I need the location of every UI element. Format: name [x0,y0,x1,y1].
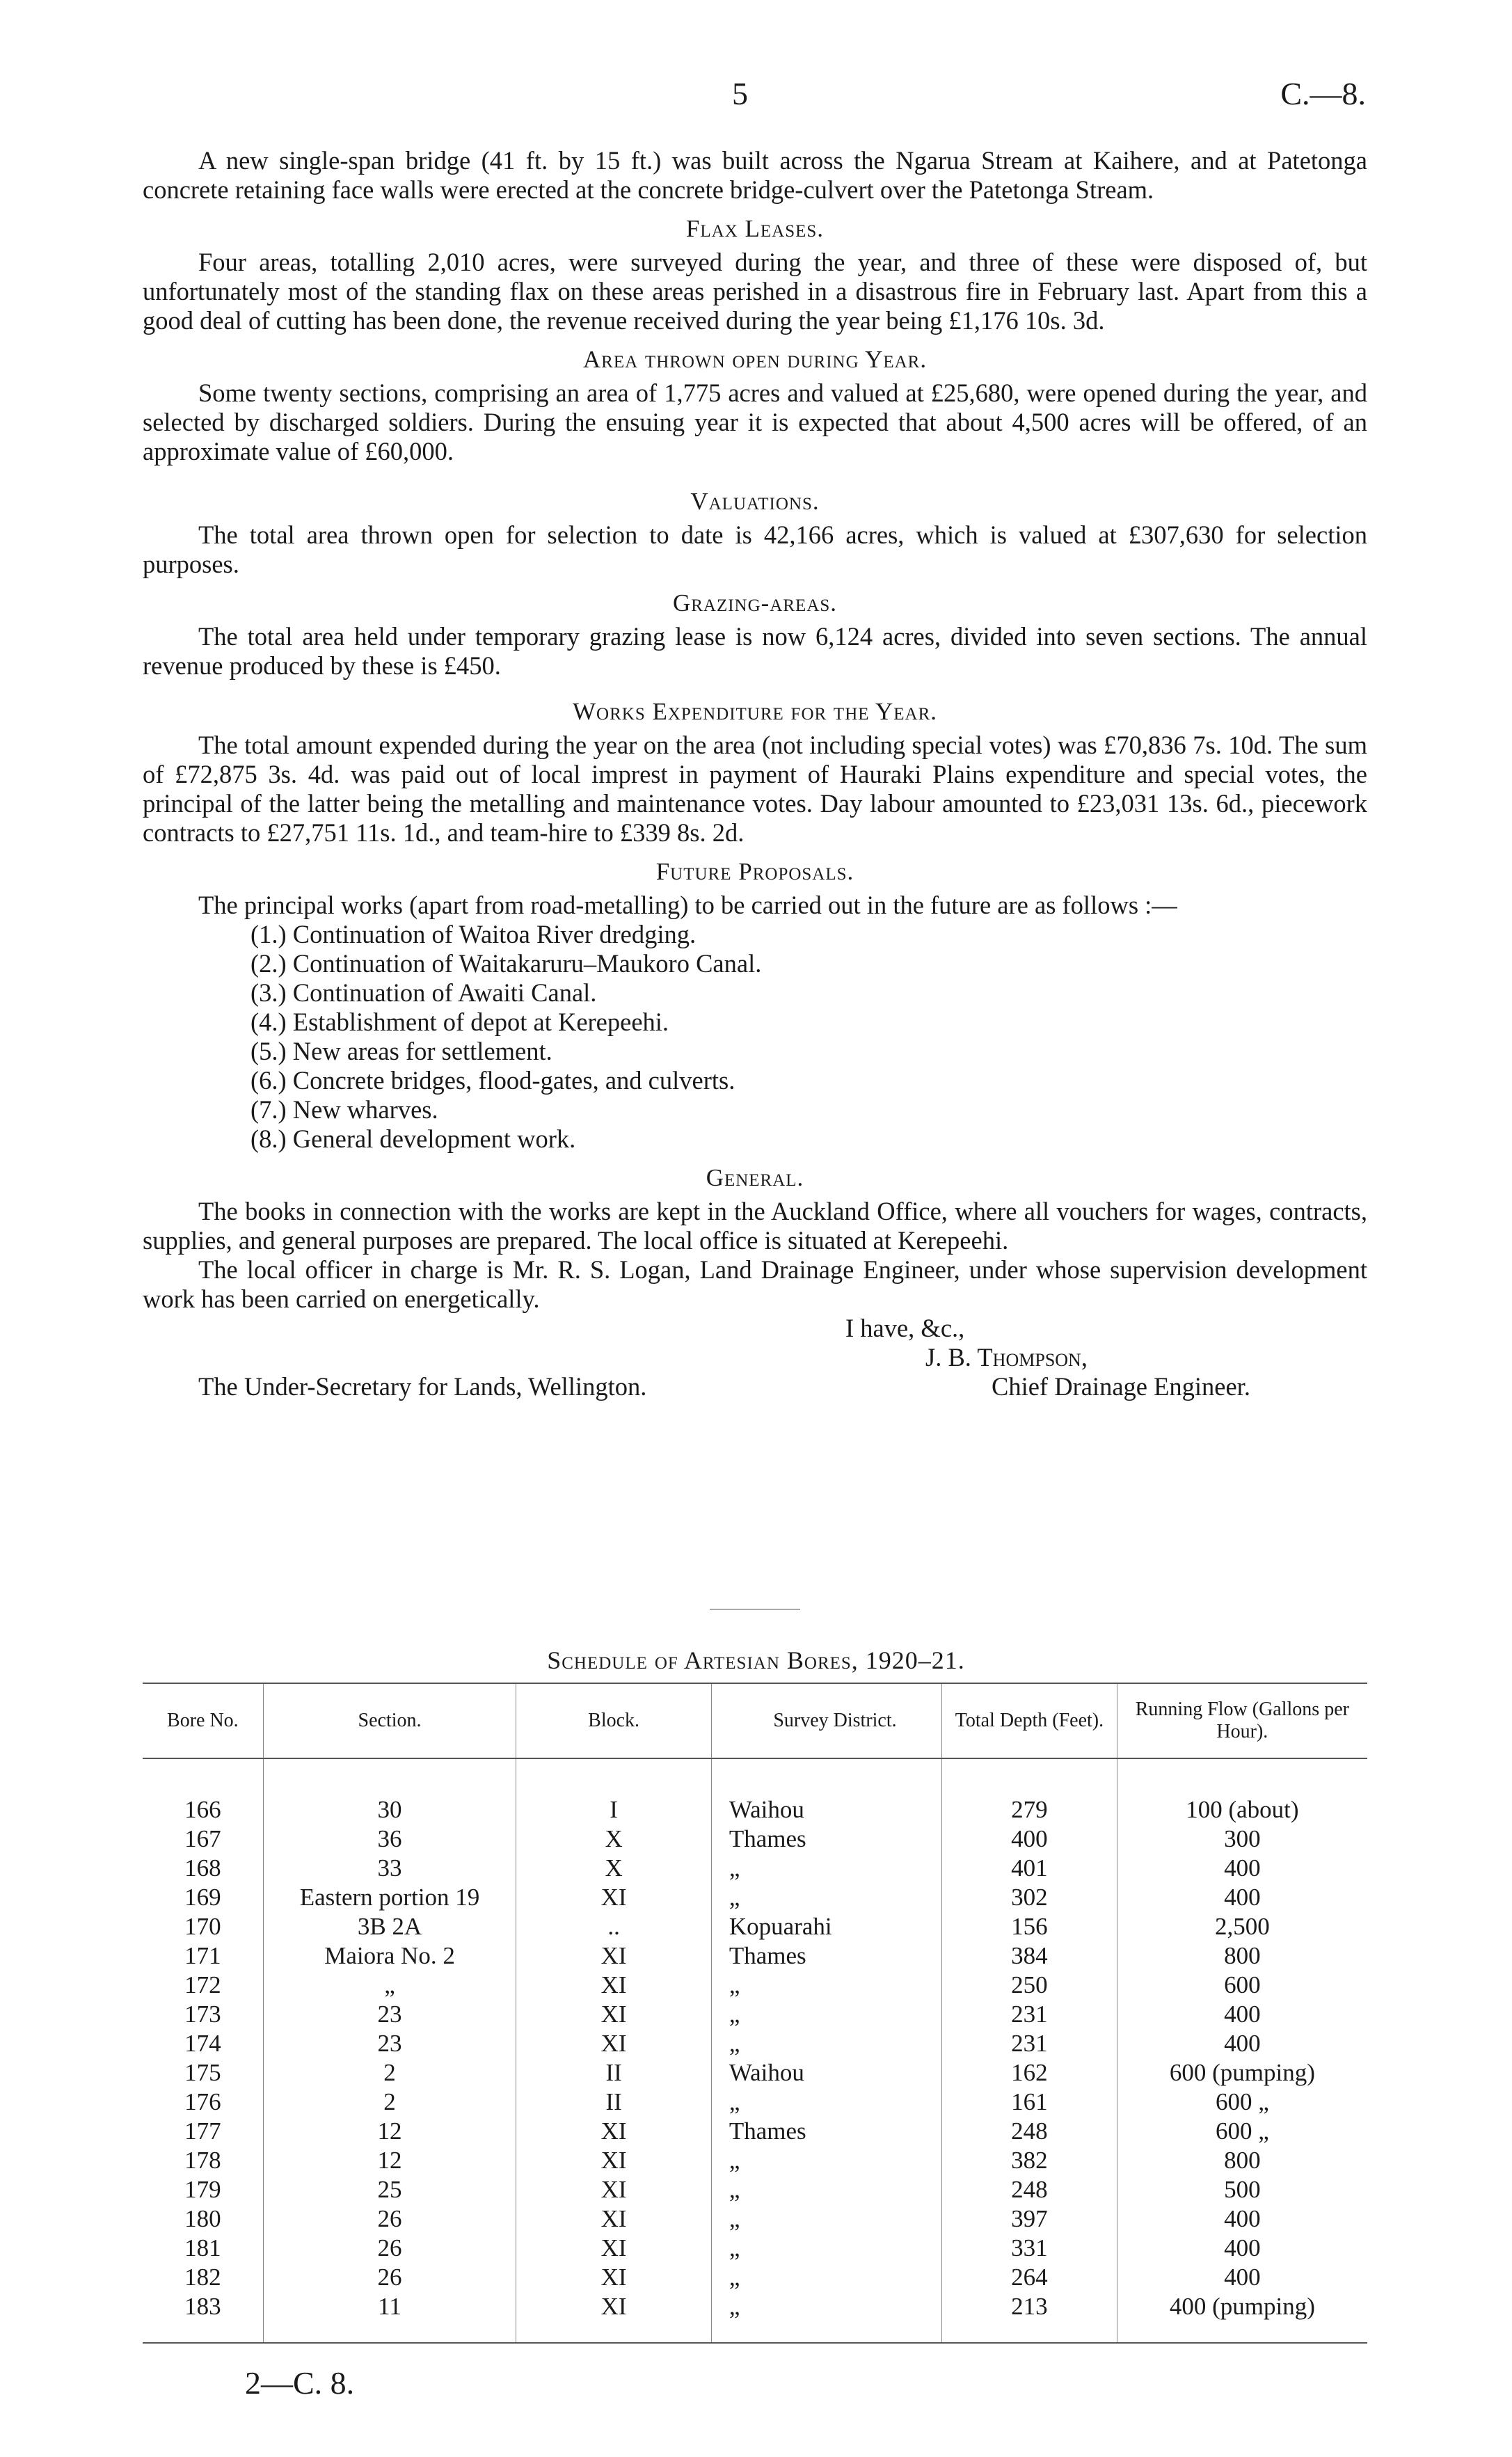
table-row [143,1795,1367,1824]
table-cell: I [516,1795,712,1824]
table-cell: „ [711,1971,941,2000]
future-proposals-list [143,920,1367,1154]
list-item: (4.) Establishment of depot at Kerepeehi. [250,1008,669,1036]
table-row [143,1883,1367,1912]
list-item: (2.) Continuation of Waitakaruru–Maukoro Canal. [250,949,762,978]
table-cell: XI [516,2117,712,2146]
table-cell: 176 [184,2088,221,2115]
table-cell: Waihou [711,2058,941,2088]
table-cell: 800 [1117,2146,1367,2175]
column-header: Survey District. [711,1683,941,1758]
bridge-paragraph: A new single-span bridge (41 ft. by 15 ft.) was built across the Ngarua Stream at Kaihere, and at Patetonga concrete retaining face walls were erected at the concrete bridge-culvert over the Patetonga Stream. [143,146,1367,204]
table-cell: 400 [942,1824,1117,1854]
table-cell: 161 [942,2088,1117,2117]
salutation: I have, &c., [845,1314,965,1342]
table-cell: 168 [184,1854,221,1882]
valuations-paragraph: The total area thrown open for selection to date is 42,166 acres, which is valued at £307,630 for selection purposes. [143,520,1367,578]
table-cell: 33 [263,1854,516,1883]
signatory-name: J. B. Thompson, [925,1343,1088,1371]
table-cell: „ [711,1883,941,1912]
table-row [143,2234,1367,2263]
table-cell: 382 [942,2146,1117,2175]
table-cell: 248 [942,2175,1117,2204]
table-cell: „ [711,2175,941,2204]
works-expenditure-paragraph: The total amount expended during the year on the area (not including special votes) was £70,836 7s. 10d. The sum of £72,875 3s. 4d. was paid out of local imprest in payment of Hauraki Plains expenditure and special votes, the principal of the latter being the metalling and maintenance votes. Day labour amounted to £23,031 13s. 6d., piecework contracts to £27,751 11s. 1d., and team-hire to £339 8s. 2d. [143,731,1367,847]
table-cell: 248 [942,2117,1117,2146]
table-cell: „ [711,2234,941,2263]
table-cell: Maiora No. 2 [263,1941,516,1971]
table-cell: XI [516,2000,712,2029]
table-cell: 181 [184,2234,221,2261]
table-cell: XI [516,2175,712,2204]
table-cell: 173 [184,2001,221,2028]
table-row [143,1912,1367,1941]
table-cell: Thames [711,1941,941,1971]
table-cell: 12 [263,2146,516,2175]
column-header: Running Flow (Gallons per Hour). [1117,1683,1367,1758]
table-cell: 400 [1117,2204,1367,2234]
grazing-areas-heading: Grazing-areas. [672,589,838,617]
letter-closing [143,1314,1367,1401]
future-proposals-paragraph: The principal works (apart from road-metalling) to be carried out in the future are as follows :— [198,891,1177,919]
list-item: (1.) Continuation of Waitoa River dredging. [250,920,697,948]
document-reference: C.—8. [1280,76,1366,111]
table-cell: 166 [184,1796,221,1823]
table-cell: 213 [942,2292,1117,2321]
table-cell: XI [516,1941,712,1971]
table-cell: XI [516,2029,712,2058]
table-cell: XI [516,1883,712,1912]
table-cell: 331 [942,2234,1117,2263]
list-item: (3.) Continuation of Awaiti Canal. [250,978,597,1007]
table-row [143,2088,1367,2117]
general-paragraph-1: The books in connection with the works are kept in the Auckland Office, where all vouchers for wages, contracts, supplies, and general purposes are prepared. The local office is situated at Kerepeehi. [143,1197,1367,1255]
table-cell: 12 [263,2117,516,2146]
table-cell: 2,500 [1117,1912,1367,1941]
table-cell: 179 [184,2176,221,2203]
table-cell: XI [516,2146,712,2175]
table-row [143,2263,1367,2292]
flax-leases-paragraph: Four areas, totalling 2,010 acres, were surveyed during the year, and three of these were disposed of, but unfortunately most of the standing flax on these areas perished in a disastrous fire in February last. Apart from this a good deal of cutting has been done, the revenue received during the year being £1,176 10s. 3d. [143,248,1367,335]
table-cell: 167 [184,1825,221,1852]
table-cell: „ [711,2000,941,2029]
table-row [143,1854,1367,1883]
table-cell: 3B 2A [263,1912,516,1941]
general-paragraph-2: The local officer in charge is Mr. R. S. Logan, Land Drainage Engineer, under whose supervision development work has been carried on energetically. [143,1255,1367,1313]
table-cell: 156 [942,1912,1117,1941]
table-cell: 26 [263,2263,516,2292]
table-row [143,1971,1367,2000]
table-cell: 400 [1117,2234,1367,2263]
table-cell: 2 [263,2058,516,2088]
table-cell: „ [711,2029,941,2058]
table-cell: II [516,2058,712,2088]
table-cell: 250 [942,1971,1117,2000]
table-cell: 279 [942,1795,1117,1824]
column-header: Total Depth (Feet). [942,1683,1117,1758]
table-cell: 182 [184,2264,221,2291]
future-proposals-heading: Future Proposals. [655,858,854,885]
column-header: Bore No. [143,1683,263,1758]
table-row [143,2292,1367,2321]
table-row [143,1941,1367,1971]
list-item: (8.) General development work. [250,1124,576,1153]
table-row [143,2204,1367,2234]
table-cell: 174 [184,2030,221,2057]
table-row [143,2175,1367,2204]
table-cell: „ [711,1854,941,1883]
table-cell: 397 [942,2204,1117,2234]
table-cell: 264 [942,2263,1117,2292]
list-item: (6.) Concrete bridges, flood-gates, and culverts. [250,1066,735,1095]
table-cell: 300 [1117,1824,1367,1854]
table-cell: 177 [184,2117,221,2145]
table-cell: 400 [1117,1854,1367,1883]
table-cell: 800 [1117,1941,1367,1971]
table-cell: „ [263,1971,516,2000]
table-cell: 169 [184,1884,221,1911]
table-cell: 23 [263,2000,516,2029]
table-cell: 171 [184,1942,221,1969]
schedule-title: Schedule of Artesian Bores, 1920–21. [547,1646,965,1674]
table-cell: 162 [942,2058,1117,2088]
area-opened-paragraph: Some twenty sections, comprising an area of 1,775 acres and valued at £25,680, were opened during the year, and selected by discharged soldiers. During the ensuing year it is expected that about 4,500 acres will be offered, of an approximate value of £60,000. [143,379,1367,466]
table-cell: 30 [263,1795,516,1824]
table-header-row [143,1683,1367,1758]
artesian-bores-table [143,1683,1367,2344]
table-cell: 11 [263,2292,516,2321]
table-row [143,2117,1367,2146]
table-row [143,2029,1367,2058]
table-cell: „ [711,2263,941,2292]
table-cell: 2 [263,2088,516,2117]
table-cell: 23 [263,2029,516,2058]
table-spacer [143,1758,1367,1795]
table-cell: 400 [1117,2263,1367,2292]
works-expenditure-heading: Works Expenditure for the Year. [573,698,937,725]
table-cell: „ [711,2292,941,2321]
table-cell: 600 (pumping) [1117,2058,1367,2088]
table-row [143,2146,1367,2175]
list-item: (5.) New areas for settlement. [250,1037,552,1065]
footer-signature: 2—C. 8. [245,2365,355,2401]
table-cell: 600 „ [1117,2117,1367,2146]
table-cell: XI [516,2204,712,2234]
table-cell: II [516,2088,712,2117]
table-cell: Thames [711,1824,941,1854]
table-cell: 401 [942,1854,1117,1883]
table-cell: 302 [942,1883,1117,1912]
table-row [143,1824,1367,1854]
table-cell: 231 [942,2029,1117,2058]
table-cell: 600 „ [1117,2088,1367,2117]
table-cell: X [516,1824,712,1854]
table-cell: X [516,1854,712,1883]
table-cell: 26 [263,2204,516,2234]
table-cell: „ [711,2088,941,2117]
list-item: (7.) New wharves. [250,1095,438,1124]
area-opened-heading: Area thrown open during Year. [582,346,928,373]
table-cell: „ [711,2146,941,2175]
table-row [143,2058,1367,2088]
table-cell: 180 [184,2205,221,2232]
table-cell: 25 [263,2175,516,2204]
valuations-heading: Valuations. [690,488,820,515]
table-cell: XI [516,2234,712,2263]
grazing-areas-paragraph: The total area held under temporary grazing lease is now 6,124 acres, divided into seven sections. The annual revenue produced by these is £450. [143,622,1367,680]
column-header: Block. [516,1683,712,1758]
table-cell: 400 [1117,2029,1367,2058]
table-cell: 500 [1117,2175,1367,2204]
table-cell: 170 [184,1913,221,1940]
table-cell: 26 [263,2234,516,2263]
table-cell: „ [711,2204,941,2234]
table-cell: 100 (about) [1117,1795,1367,1824]
flax-leases-heading: Flax Leases. [685,215,825,242]
table-cell: .. [516,1912,712,1941]
signatory-title: Chief Drainage Engineer. [992,1372,1250,1401]
report-body [143,146,1367,1401]
table-cell: XI [516,2292,712,2321]
addressee: The Under-Secretary for Lands, Wellington. [198,1372,647,1401]
table-cell: Thames [711,2117,941,2146]
table-cell: 400 [1117,1883,1367,1912]
column-header: Section. [263,1683,516,1758]
table-cell: 600 [1117,1971,1367,2000]
table-cell: 183 [184,2293,221,2320]
table-cell: 172 [184,1971,221,1998]
table-cell: 231 [942,2000,1117,2029]
table-row [143,2000,1367,2029]
table-cell: XI [516,2263,712,2292]
table-cell: 400 (pumping) [1117,2292,1367,2321]
table-cell: Kopuarahi [711,1912,941,1941]
table-cell: 384 [942,1941,1117,1971]
general-heading: General. [706,1164,804,1191]
table-cell: 36 [263,1824,516,1854]
table-end [143,2321,1367,2343]
table-cell: 175 [184,2059,221,2086]
table-cell: 400 [1117,2000,1367,2029]
table-cell: Eastern portion 19 [263,1883,516,1912]
table-cell: Waihou [711,1795,941,1824]
table-cell: XI [516,1971,712,2000]
table-cell: 178 [184,2147,221,2174]
page-number: 5 [732,76,748,111]
